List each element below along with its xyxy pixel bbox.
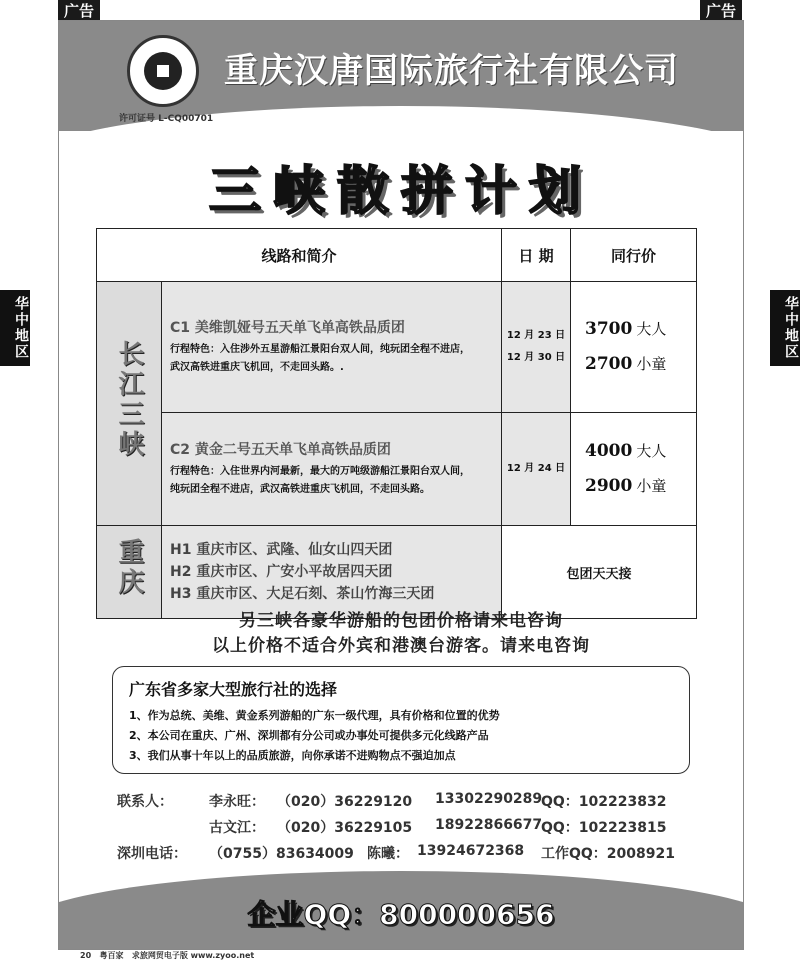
route-h1: H1 重庆市区、武隆、仙女山四天团: [170, 542, 393, 558]
page-title: 三峡散拼计划: [208, 161, 593, 222]
ad-tag-left: 广告: [58, 0, 100, 22]
route-dates: 12 月 23 日 12 月 30 日: [502, 282, 571, 413]
route-desc: 纯玩团全程不进店，武汉高铁进重庆飞机回，不走回头路。: [170, 484, 430, 495]
region-tab-right: 华中地区: [770, 290, 800, 366]
route-chongqing: [162, 526, 502, 619]
coin-icon: [144, 52, 182, 90]
route-table: [96, 228, 697, 619]
route-name: C2 黄金二号五天单飞单高铁品质团: [170, 442, 391, 458]
page-footer: [80, 950, 254, 961]
region-yangtze: 长江三峡: [97, 282, 162, 526]
advantages-box: [112, 666, 690, 774]
company-logo: [127, 35, 199, 107]
route-prices: 3700 大人 2700 小童: [571, 282, 697, 413]
region-chongqing: 重庆: [97, 526, 162, 619]
route-c2: [162, 413, 502, 526]
ad-tag-right: 广告: [700, 0, 742, 22]
table-header-row: [97, 229, 697, 282]
advantages-title: 广东省多家大型旅行社的选择: [129, 680, 338, 699]
route-desc: 行程特色：入住涉外五星游船江景阳台双人间，纯玩团全程不进店，: [170, 344, 470, 355]
ad-page: 重庆汉唐国际旅行社有限公司 许可证号 L-CQ00701 三峡散拼计划 线路和简介 日 期 同行价 长江三峡 C1 美维凯娅号五天单飞单高铁品质团 行程特色：入住涉外五星游船江景阳台双人间，纯玩团全程不进店， 武汉高铁进重庆飞机回，不走回头路。. 12 月 23 日 12 月 30 日 3700 大人 2700 小童 C2 黄金二号五天单飞单高铁品质团 行程特色：入住世界内河最新，最大的万吨级游船江景阳台双人间， 纯玩团全程不进店，武汉高铁进重庆飞机回，不走回头路。 12 月 24 日 4000 大人 2900 小童 重庆 H1 重庆市区、武隆、仙女山四天团 H2 重庆市区、广安小平故居四天团 H3 重庆市区、大足石刻、茶山竹海三天团 包团天天接 另三峡各豪华游船的包团价格请来电咨询 以上价格不适合外宾和港澳台游客。请来电咨询 广东省多家大型旅行社的选择 1、作为总统、美维、黄金系列游船的广东一级代理，具有价格和位置的优势 2、本公司在重庆、广州、深圳都有分公司或办事处可提供多元化线路产品 3、我们从事十年以上的品质旅游，向你承诺不进购物点不强迫加点 联系人： 李永旺： （020）36229120 13302290289 QQ：102223832 古文江： （020）36229105 18922866677 QQ：102223815 深圳电话： （0755）83634009 陈曦： 13924672368 工作QQ：2008921 企业QQ：800000656: [58, 20, 744, 950]
route-prices: 4000 大人 2900 小童: [571, 413, 697, 526]
route-h3: H3 重庆市区、大足石刻、茶山竹海三天团: [170, 586, 435, 602]
route-desc: 行程特色：入住世界内河最新，最大的万吨级游船江景阳台双人间，: [170, 466, 470, 477]
advantage-item: 1、作为总统、美维、黄金系列游船的广东一级代理，具有价格和位置的优势: [129, 709, 500, 722]
license-number: 许可证号 L-CQ00701: [119, 114, 214, 124]
site-text: 求旅网贸电子版 www.zyoo.net: [131, 951, 255, 960]
magazine-name: 粤百家: [99, 951, 124, 960]
route-dates: 12 月 24 日: [502, 413, 571, 526]
table-row: [97, 526, 697, 619]
advantage-item: 3、我们从事十年以上的品质旅游，向你承诺不进购物点不强迫加点: [129, 749, 456, 762]
route-name: C1 美维凯娅号五天单飞单高铁品质团: [170, 320, 405, 336]
route-c1: [162, 282, 502, 413]
table-row: [97, 282, 697, 413]
header-route: 线路和简介: [97, 229, 502, 282]
region-tab-left: 华中地区: [0, 290, 30, 366]
price-notes: 另三峡各豪华游船的包团价格请来电咨询 以上价格不适合外宾和港澳台游客。请来电咨询: [212, 611, 590, 656]
page-number: 20: [80, 951, 92, 960]
advantage-item: 2、本公司在重庆、广州、深圳都有分公司或办事处可提供多元化线路产品: [129, 729, 489, 742]
table-row: [97, 413, 697, 526]
company-name: 重庆汉唐国际旅行社有限公司: [224, 51, 679, 91]
route-h2: H2 重庆市区、广安小平故居四天团: [170, 564, 393, 580]
header-price: 同行价: [571, 229, 697, 282]
daily-pickup-note: 包团天天接: [502, 526, 697, 619]
header-date: 日 期: [502, 229, 571, 282]
route-desc: 武汉高铁进重庆飞机回，不走回头路。.: [170, 362, 344, 373]
company-qq: 企业QQ：800000656: [247, 898, 555, 931]
